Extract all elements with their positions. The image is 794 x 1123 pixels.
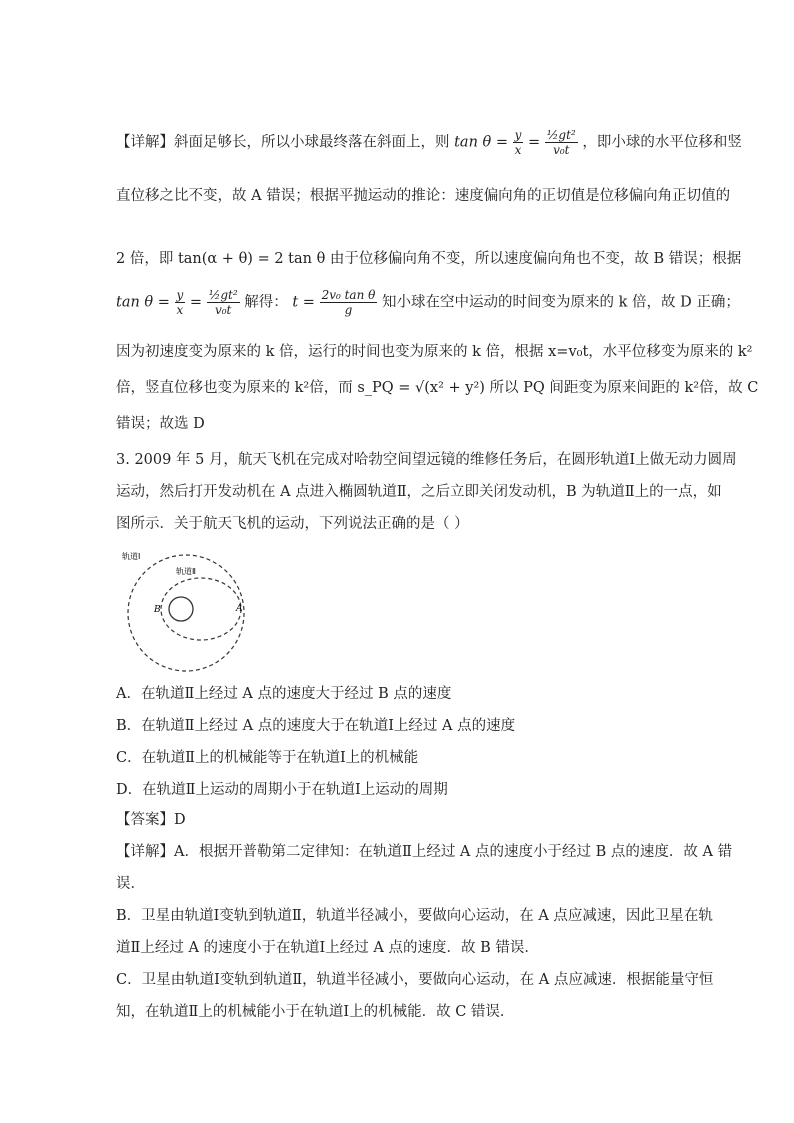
question-3-line-1: 3. 2009 年 5 月，航天飞机在完成对哈勃空间望远镜的维修任务后，在圆形轨道Ⅰ上做无动力圆周 — [116, 452, 737, 468]
orbit-1-label: 轨道Ⅰ — [122, 552, 141, 561]
fraction-time: $\frac{\text{2v₀ tan θ}}{g}$ — [321, 288, 376, 317]
text: ，即小球的水平位移和竖 — [582, 134, 742, 151]
option-b: B．在轨道Ⅱ上经过 A 点的速度大于在轨道Ⅰ上经过 A 点的速度 — [116, 718, 516, 734]
detail2-line-2: 误． — [116, 876, 145, 892]
detail2-line-4: 道Ⅱ上经过 A 的速度小于在轨道Ⅰ上经过 A 点的速度．故 B 错误． — [116, 940, 539, 956]
question-3-line-2: 运动，然后打开发动机在 A 点进入椭圆轨道Ⅱ，之后立即关闭发动机，B 为轨道Ⅱ上的一点，如 — [116, 484, 722, 500]
detail-line-7: 错误；故选 D — [116, 416, 205, 432]
earth-circle — [169, 597, 193, 621]
detail-line-6: 倍，竖直位移也变为原来的 k²倍，而 s_PQ = √(x² + y²) 所以 PQ 间距变为原来间距的 k²倍，故 C — [116, 380, 759, 396]
detail-line-2: 直位移之比不变，故 A 错误；根据平抛运动的推论：速度偏向角的正切值是位移偏向角正切值的 — [116, 188, 731, 204]
orbit-figure — [116, 545, 256, 675]
formula: tan θ = — [454, 134, 509, 151]
detail-line-3: 2 倍，即 tan(α + θ) = 2 tan θ 由于位移偏向角不变，所以速度偏向角也不变，故 B 错误；根据 — [116, 251, 742, 267]
detail2-line-3: B．卫星由轨道Ⅰ变轨到轨道Ⅱ，轨道半径减小，要做向心运动，在 A 点应减速，因此卫星在轨 — [116, 908, 713, 924]
fraction-gt2-over-v0t: $\frac{\text{½gt²}}{\text{v₀t}}$ — [208, 288, 238, 317]
option-d: D．在轨道Ⅱ上运动的周期小于在轨道Ⅰ上运动的周期 — [116, 782, 448, 798]
detail-line-1: 【详解】斜面足够长，所以小球最终落在斜面上，则 tan θ = $\frac{y}{x}$ = $\frac{\text{½gt²}}{\text{v₀t}}$ ，即小球的水平位移和竖 — [116, 128, 742, 157]
detail2-line-5: C．卫星由轨道Ⅰ变轨到轨道Ⅱ，轨道半径减小，要做向心运动，在 A 点应减速．根据能量守恒 — [116, 972, 714, 988]
point-a-label: A — [236, 604, 243, 614]
orbit-2-ellipse — [161, 578, 241, 640]
detail2-line-1: 【详解】A．根据开普勒第二定律知：在轨道Ⅱ上经过 A 点的速度小于经过 B 点的速度．故 A 错 — [116, 844, 733, 860]
point-b-label: B — [154, 605, 161, 615]
fraction-gt2-over-v0t: $\frac{\text{½gt²}}{\text{v₀t}}$ — [546, 128, 576, 157]
question-3-line-3: 图所示．关于航天飞机的运动，下列说法正确的是（ ） — [116, 516, 469, 532]
option-a: A．在轨道Ⅱ上经过 A 点的速度大于经过 B 点的速度 — [116, 686, 452, 702]
text: 解得： — [244, 294, 288, 311]
detail2-line-6: 知，在轨道Ⅱ上的机械能小于在轨道Ⅰ上的机械能．故 C 错误． — [116, 1004, 515, 1020]
formula-t: t = — [292, 294, 315, 311]
detail-line-4: tan θ = $\frac{y}{x}$ = $\frac{\text{½gt²}}{\text{v₀t}}$ 解得： t = $\frac{\text{2v₀ tan θ}}{g}$ 知小球在空中运动的时间变为原来的 k 倍，故 D 正确； — [116, 288, 740, 317]
detail-line-5: 因为初速度变为原来的 k 倍，运行的时间也变为原来的 k 倍，根据 x=v₀t，水平位移变为原来的 k² — [116, 344, 753, 360]
orbit-2-label: 轨道Ⅱ — [176, 567, 196, 576]
fraction-y-over-x: $\frac{y}{x}$ — [176, 288, 184, 317]
answer: 【答案】D — [116, 812, 186, 828]
option-c: C．在轨道Ⅱ上的机械能等于在轨道Ⅰ上的机械能 — [116, 750, 419, 766]
formula: tan θ = — [116, 294, 170, 311]
fraction-y-over-x: $\frac{y}{x}$ — [514, 128, 522, 157]
text: 知小球在空中运动的时间变为原来的 k 倍，故 D 正确； — [381, 294, 740, 311]
text: 【详解】斜面足够长，所以小球最终落在斜面上，则 — [116, 134, 450, 151]
